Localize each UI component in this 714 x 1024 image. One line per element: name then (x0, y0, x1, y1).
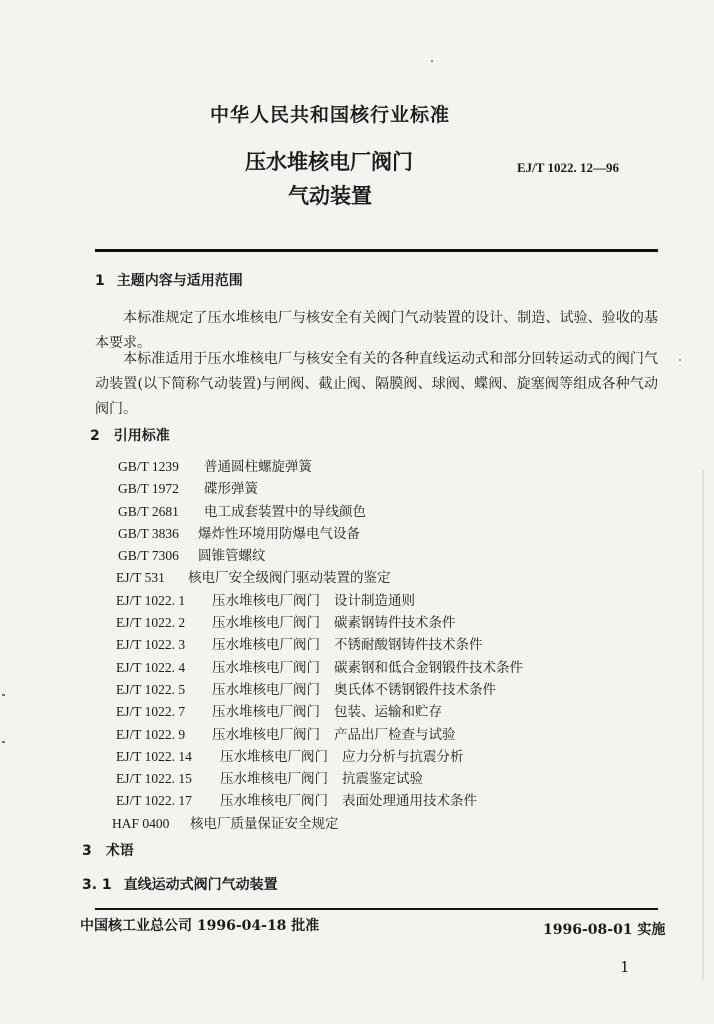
reference-desc: 包装、运输和贮存 (334, 704, 442, 721)
reference-desc: 核电厂安全级阀门驱动装置的鉴定 (188, 570, 391, 587)
reference-code: GB/T 1972 (118, 481, 179, 497)
reference-desc: 表面处理通用技术条件 (342, 793, 477, 810)
reference-item (110, 790, 670, 812)
reference-item (110, 456, 670, 478)
reference-item (110, 545, 670, 567)
reference-title: 压水堆核电厂阀门 (220, 771, 328, 788)
reference-code: GB/T 2681 (118, 503, 179, 519)
section-1-paragraph-1: 本标准规定了压水堆核电厂与核安全有关阀门气动装置的设计、制造、试验、验收的基本要求。 (95, 310, 658, 351)
reference-desc: 不锈耐酸钢铸件技术条件 (334, 637, 483, 654)
section-3-title: 术语 (105, 843, 134, 859)
section-1-title: 主题内容与适用范围 (116, 273, 243, 289)
reference-desc: 爆炸性环境用防爆电气设备 (198, 525, 360, 542)
reference-title: 压水堆核电厂阀门 (212, 659, 320, 676)
reference-desc: 奥氏体不锈钢锻件技术条件 (334, 681, 496, 698)
section-3-1-title: 直线运动式阀门气动装置 (123, 877, 278, 893)
reference-item (110, 679, 670, 701)
reference-title: 压水堆核电厂阀门 (212, 681, 320, 698)
organization-title: 中华人民共和国核行业标准 (209, 104, 450, 126)
reference-item (110, 634, 670, 656)
reference-desc: 圆锥管螺纹 (198, 548, 266, 565)
reference-code: GB/T 3836 (118, 525, 179, 541)
reference-desc: 应力分析与抗震分析 (342, 748, 464, 765)
reference-desc: 产品出厂检查与试验 (334, 726, 456, 743)
reference-code: EJ/T 1022. 3 (116, 637, 186, 653)
reference-code: EJ/T 1022. 17 (116, 793, 192, 809)
document-subtitle: 气动装置 (288, 184, 372, 208)
reference-desc: 设计制造通则 (334, 592, 415, 609)
reference-title: 压水堆核电厂阀门 (212, 592, 320, 609)
reference-desc: 碳素钢铸件技术条件 (334, 615, 456, 632)
reference-item (110, 724, 670, 746)
document-title: 压水堆核电厂阀门 (245, 150, 413, 174)
reference-code: GB/T 1239 (118, 459, 179, 474)
reference-item (110, 590, 670, 612)
section-2-title: 引用标准 (113, 428, 170, 444)
reference-desc: 核电厂质量保证安全规定 (190, 815, 339, 832)
section-3-heading (82, 840, 134, 860)
reference-title: 压水堆核电厂阀门 (212, 704, 320, 721)
section-2-heading (90, 425, 170, 445)
reference-code: EJ/T 1022. 1 (116, 592, 186, 608)
section-1-number: 1 (95, 273, 105, 289)
reference-item (110, 701, 670, 723)
page-number: 1 (620, 958, 630, 976)
reference-item (110, 746, 670, 768)
reference-code: EJ/T 1022. 9 (116, 726, 186, 742)
reference-code: EJ/T 1022. 4 (116, 659, 186, 675)
section-2-number: 2 (90, 428, 100, 444)
reference-title: 压水堆核电厂阀门 (220, 748, 328, 765)
reference-desc: 抗震鉴定试验 (342, 771, 423, 788)
reference-desc: 电工成套装置中的导线颜色 (204, 503, 366, 520)
reference-title: 压水堆核电厂阀门 (212, 726, 320, 743)
reference-item (110, 501, 670, 523)
section-3-number: 3 (82, 843, 92, 859)
reference-title: 压水堆核电厂阀门 (212, 615, 320, 632)
reference-desc: 碳素钢和低合金钢锻件技术条件 (334, 659, 523, 676)
reference-item (110, 612, 670, 634)
section-1-paragraph-2: 本标准适用于压水堆核电厂与核安全有关的各种直线运动式和部分回转运动式的阀门气动装置(以下简称气动装置)与闸阀、截止阀、隔膜阀、球阀、蝶阀、旋塞阀等组成各种气动阀门。 (95, 351, 658, 417)
approval-note: 中国核工业总公司 1996-04-18 批准 (80, 918, 320, 934)
reference-title: 压水堆核电厂阀门 (212, 637, 320, 654)
reference-item (110, 523, 670, 545)
reference-desc: 碟形弹簧 (204, 481, 258, 498)
reference-item (110, 567, 670, 589)
reference-item (110, 478, 670, 500)
header-divider (95, 249, 658, 252)
footer-divider (95, 908, 658, 910)
reference-desc: 普通圆柱螺旋弹簧 (204, 459, 312, 475)
section-3-1-heading (82, 874, 278, 894)
reference-code: GB/T 7306 (118, 548, 179, 564)
standard-code: EJ/T 1022. 12—96 (517, 160, 619, 175)
reference-item (110, 657, 670, 679)
implementation-date: 1996-08-01 实施 (543, 922, 666, 938)
reference-code: EJ/T 1022. 14 (116, 748, 192, 764)
section-3-1-number: 3. 1 (82, 877, 112, 893)
reference-code: EJ/T 1022. 2 (116, 615, 186, 631)
reference-item (110, 813, 670, 835)
reference-code: EJ/T 1022. 5 (116, 681, 186, 697)
reference-item (110, 768, 670, 790)
reference-list (110, 456, 670, 835)
section-1-heading (95, 270, 243, 290)
reference-title: 压水堆核电厂阀门 (220, 793, 328, 810)
reference-code: EJ/T 1022. 7 (116, 704, 186, 720)
reference-code: EJ/T 1022. 15 (116, 771, 192, 787)
reference-code: HAF 0400 (112, 815, 170, 831)
reference-code: EJ/T 531 (116, 570, 165, 586)
